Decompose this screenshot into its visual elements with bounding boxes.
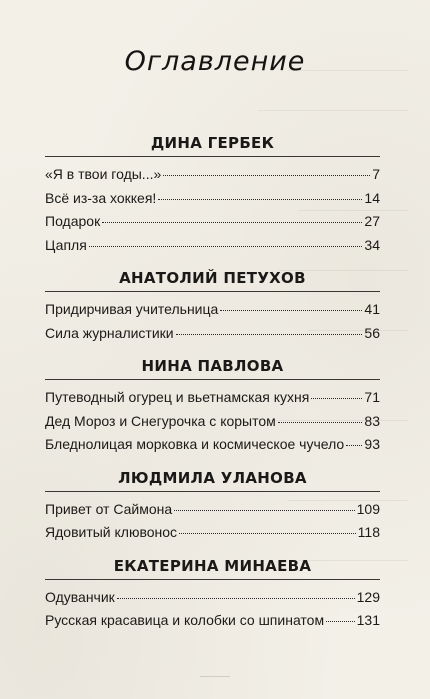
entry-page: 27 — [364, 213, 380, 229]
toc-entry — [45, 586, 380, 610]
entry-title: Всё из-за хоккея! — [45, 189, 157, 206]
toc-entry — [45, 521, 380, 545]
toc-entry — [45, 234, 380, 258]
toc-section — [45, 467, 380, 545]
dot-leader — [174, 510, 354, 511]
entry-title: Подарок — [45, 213, 101, 229]
toc-entry — [45, 410, 380, 434]
section-divider — [45, 579, 380, 580]
dot-leader — [220, 310, 362, 311]
entry-page: 118 — [357, 524, 380, 540]
section-author: АНАТОЛИЙ ПЕТУХОВ — [119, 269, 306, 287]
page-title: Оглавление — [124, 46, 306, 77]
entry-page: 41 — [364, 301, 380, 317]
entry-title: Русская красавица и колобки со шпинатом — [45, 612, 325, 628]
dot-leader — [311, 398, 362, 399]
section-author: ЕКАТЕРИНА МИНАЕВА — [113, 556, 312, 575]
entry-title: Ядовитый клювонос — [45, 524, 178, 540]
toc-entry — [45, 322, 380, 346]
entry-page: 7 — [372, 166, 380, 182]
entry-page: 109 — [356, 500, 380, 517]
dot-leader — [278, 422, 363, 423]
table-of-contents — [45, 132, 380, 643]
toc-entry — [45, 609, 380, 633]
entry-title: Придирчивая учительница — [45, 301, 219, 317]
toc-entry — [45, 498, 380, 522]
dot-leader — [163, 175, 370, 176]
section-author: ЛЮДМИЛА УЛАНОВА — [118, 468, 307, 487]
entry-page: 83 — [364, 412, 380, 429]
section-divider — [45, 379, 380, 380]
toc-entry — [45, 210, 380, 234]
entry-title: Дед Мороз и Снегурочка с корытом — [45, 412, 276, 429]
entry-page: 56 — [364, 324, 380, 341]
entry-page: 34 — [364, 236, 380, 253]
entry-title: Одуванчик — [45, 588, 115, 605]
dot-leader — [179, 533, 356, 534]
entry-page: 71 — [364, 389, 380, 405]
dot-leader — [89, 246, 363, 247]
toc-section — [45, 267, 380, 345]
toc-entry — [45, 187, 380, 211]
dot-leader — [102, 222, 362, 223]
toc-entry — [45, 298, 380, 322]
entry-page: 129 — [356, 588, 380, 605]
entry-title: Бледнолицая морковка и космическое чучело — [45, 436, 345, 452]
dot-leader — [176, 334, 363, 335]
page-footer-mark — [200, 676, 230, 677]
entry-title: Сила журналистики — [45, 324, 174, 341]
dot-leader — [326, 621, 355, 622]
entry-title: Путеводный огурец и вьетнамская кухня — [45, 389, 310, 405]
section-divider — [45, 491, 380, 492]
toc-entry — [45, 386, 380, 410]
toc-entry — [45, 433, 380, 457]
section-divider — [45, 156, 380, 157]
toc-section — [45, 355, 380, 457]
entry-title: Привет от Саймона — [45, 500, 173, 517]
toc-entry — [45, 163, 380, 187]
dot-leader — [158, 199, 362, 200]
section-author: ДИНА ГЕРБЕК — [150, 134, 275, 152]
dot-leader — [117, 598, 355, 599]
section-author: НИНА ПАВЛОВА — [141, 357, 284, 375]
entry-page: 131 — [356, 612, 380, 628]
entry-page: 14 — [364, 189, 380, 206]
entry-title: Цапля — [45, 236, 87, 253]
toc-section — [45, 555, 380, 633]
toc-section — [45, 132, 380, 257]
dot-leader — [346, 445, 362, 446]
section-divider — [45, 291, 380, 292]
entry-page: 93 — [364, 436, 380, 452]
bleed-through-line — [258, 110, 408, 111]
entry-title: «Я в твои годы...» — [45, 166, 162, 182]
